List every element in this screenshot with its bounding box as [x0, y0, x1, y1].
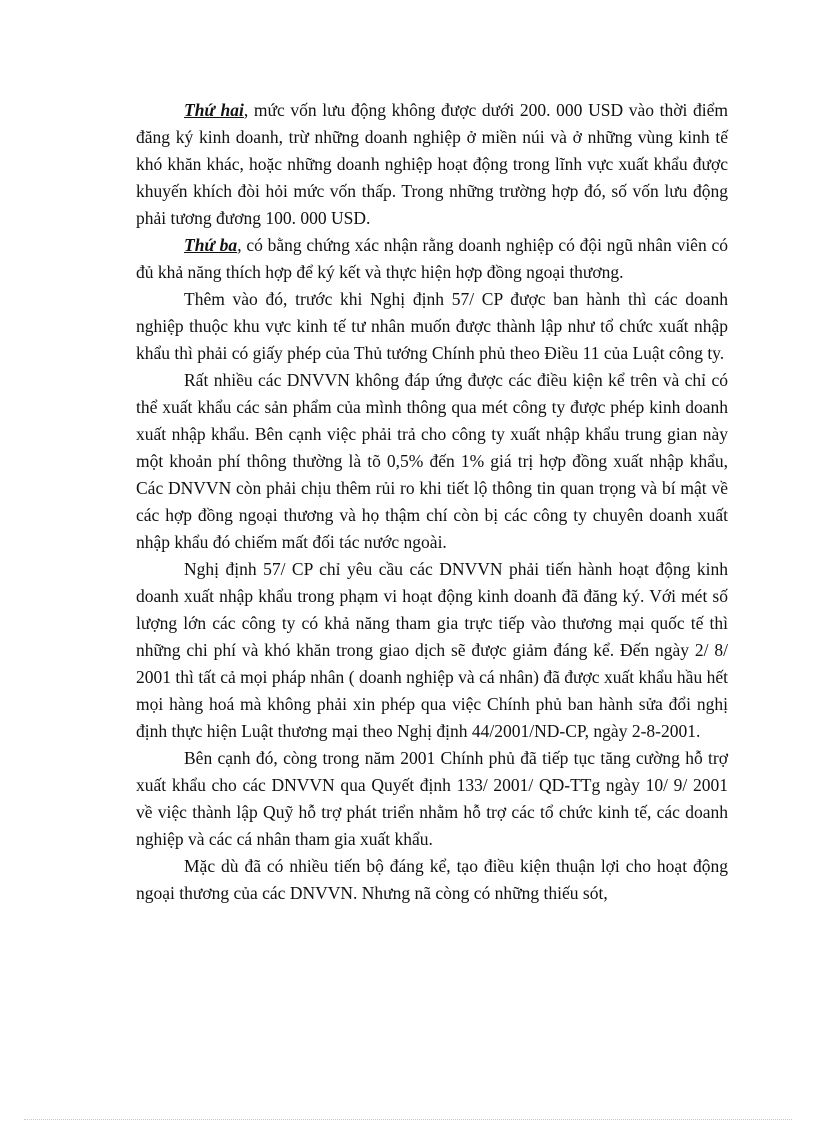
paragraph-text: Mặc dù đã có nhiều tiến bộ đáng kể, tạo điều kiện thuận lợi cho hoạt động ngoại thương của các DNVVN. Nhưng nã còng có những thiếu sót,: [136, 856, 728, 903]
paragraph-text: Nghị định 57/ CP chỉ yêu cầu các DNVVN phải tiến hành hoạt động kinh doanh xuất nhập khẩu trong phạm vi hoạt động kinh doanh đã đăng ký. Với mét số lượng lớn các công ty có khả năng tham gia trực tiếp vào thương mại quốc tế thì những chi phí và khó khăn trong giao dịch sẽ được giảm đáng kể. Đến ngày 2/ 8/ 2001 thì tất cả mọi pháp nhân ( doanh nghiệp và cá nhân) đã được xuất khẩu hầu hết mọi hàng hoá mà không phải xin phép qua việc Chính phủ ban hành sửa đổi nghị định thực hiện Luật thương mại theo Nghị định 44/2001/ND-CP, ngày 2-8-2001.: [136, 559, 728, 741]
paragraph-3: [136, 286, 728, 367]
paragraph-text: Thêm vào đó, trước khi Nghị định 57/ CP được ban hành thì các doanh nghiệp thuộc khu vực kinh tế tư nhân muốn được thành lập như tổ chức xuất nhập khẩu thì phải có giấy phép của Thủ tướng Chính phủ theo Điều 11 của Luật công ty.: [136, 289, 728, 363]
paragraph-6: [136, 745, 728, 853]
paragraph-4: [136, 367, 728, 556]
paragraph-lead: Thứ hai: [184, 100, 244, 120]
paragraph-text: , mức vốn lưu động không được dưới 200. 000 USD vào thời điểm đăng ký kinh doanh, trừ những doanh nghiệp ở miền núi và ở những vùng kinh tế khó khăn khác, hoặc những doanh nghiệp hoạt động trong lĩnh vực xuất khẩu được khuyến khích đòi hỏi mức vốn thấp. Trong những trường hợp đó, số vốn lưu động phải tương đương 100. 000 USD.: [136, 100, 728, 228]
paragraph-text: Rất nhiều các DNVVN không đáp ứng được các điều kiện kể trên và chỉ có thể xuất khẩu các sản phẩm của mình thông qua mét công ty được phép kinh doanh xuất nhập khẩu. Bên cạnh việc phải trả cho công ty xuất nhập khẩu trung gian này một khoản phí thông thường là tõ 0,5% đến 1% giá trị hợp đồng xuất nhập khẩu, Các DNVVN còn phải chịu thêm rủi ro khi tiết lộ thông tin quan trọng và bí mật về các hợp đồng ngoại thương và họ thậm chí còn bị các công ty chuyên doanh xuất nhập khẩu đó chiếm mất đối tác nước ngoài.: [136, 370, 728, 552]
page-bottom-divider: [24, 1119, 792, 1120]
paragraph-5: [136, 556, 728, 745]
paragraph-1: [136, 97, 728, 232]
paragraph-lead: Thứ ba: [184, 235, 238, 255]
paragraph-2: [136, 232, 728, 286]
paragraph-text: Bên cạnh đó, còng trong năm 2001 Chính phủ đã tiếp tục tăng cường hỗ trợ xuất khẩu cho các DNVVN qua Quyết định 133/ 2001/ QD-TTg ngày 10/ 9/ 2001 về việc thành lập Quỹ hỗ trợ phát triển nhằm hỗ trợ các tổ chức kinh tế, các doanh nghiệp và các cá nhân tham gia xuất khẩu.: [136, 748, 728, 849]
paragraph-text: , có bằng chứng xác nhận rằng doanh nghiệp có đội ngũ nhân viên có đủ khả năng thích hợp để ký kết và thực hiện hợp đồng ngoại thương.: [136, 235, 728, 282]
document-page: [136, 97, 728, 907]
paragraph-7: [136, 853, 728, 907]
